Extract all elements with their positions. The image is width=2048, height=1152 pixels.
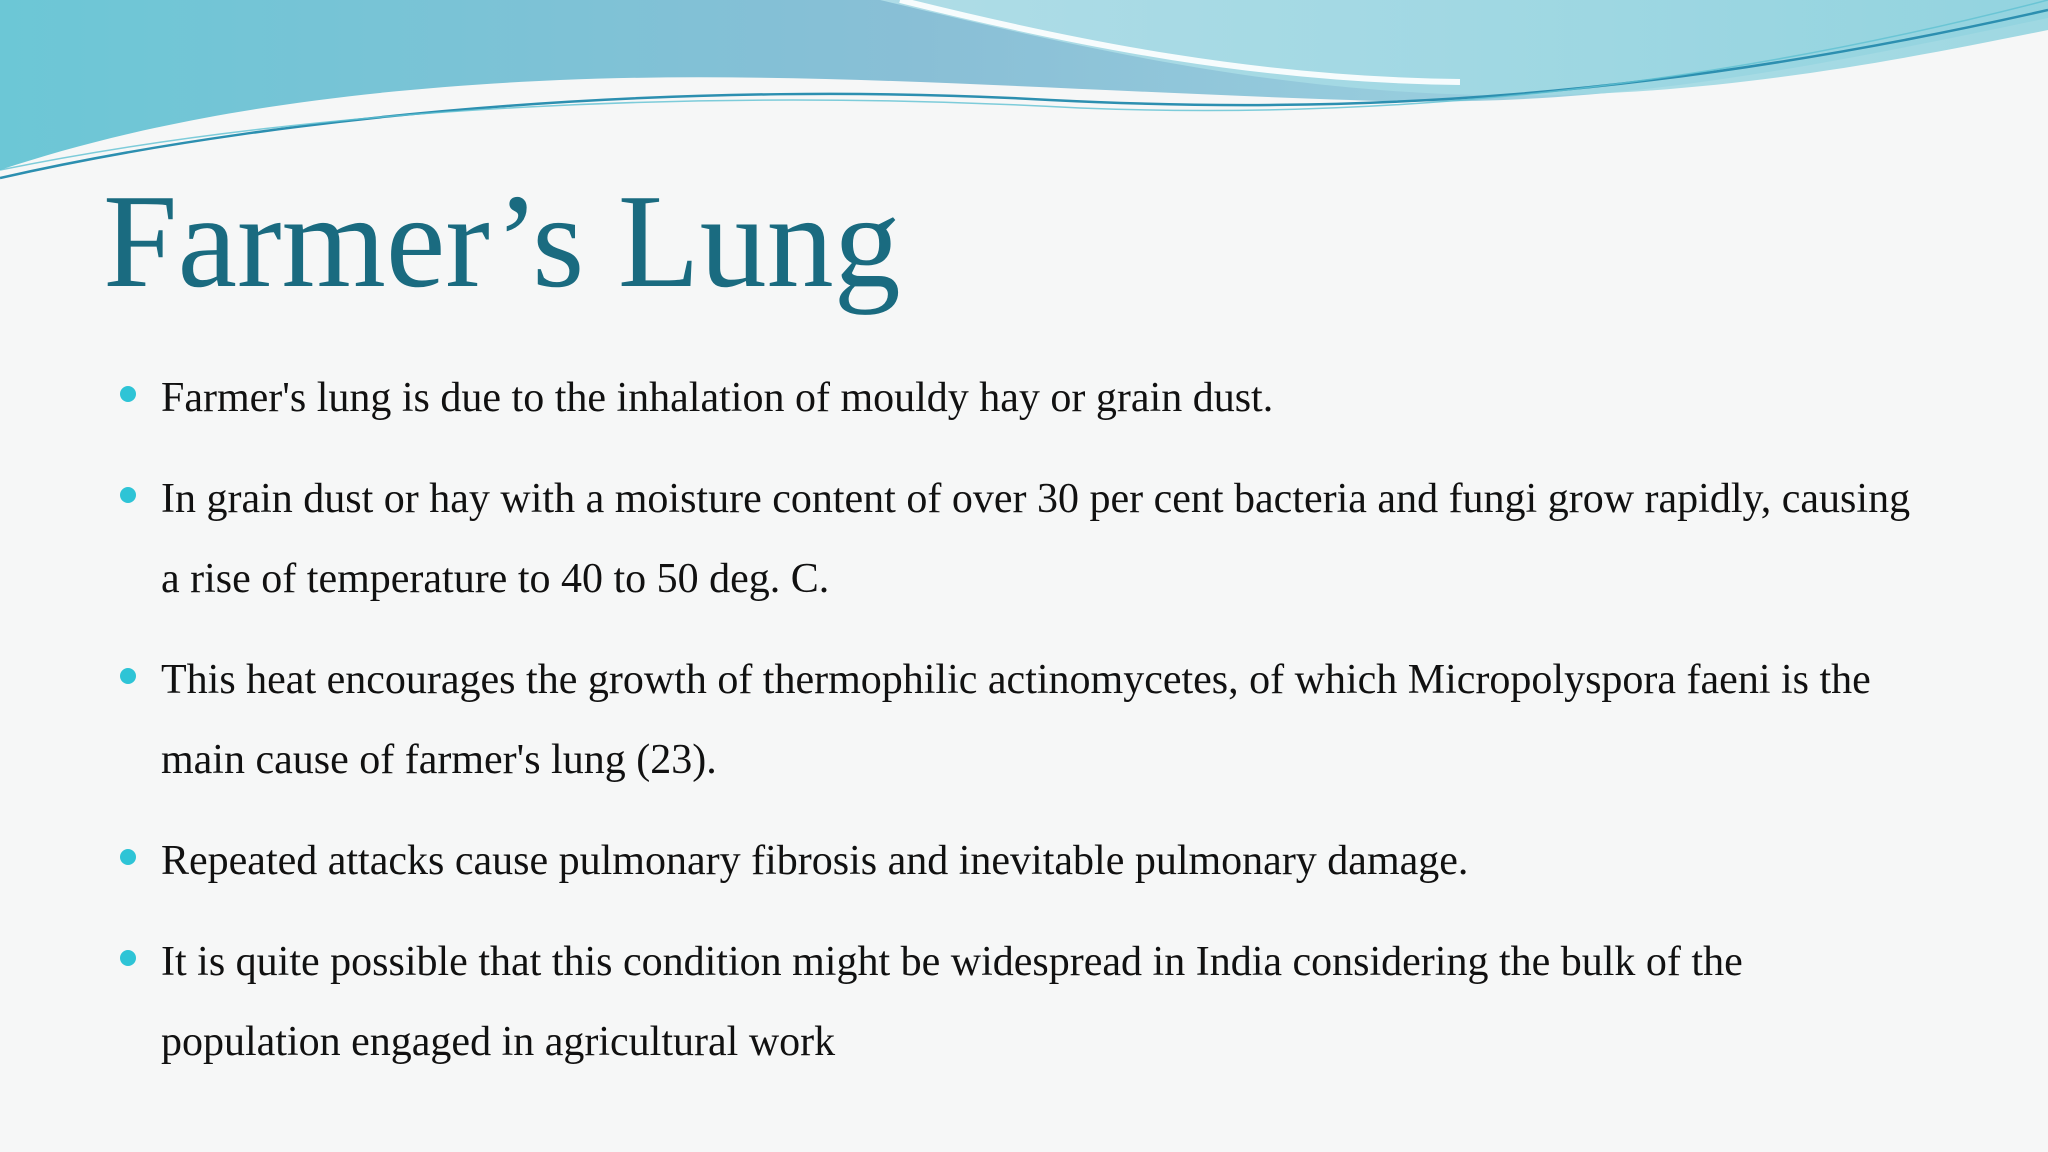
slide-title: Farmer’s Lung <box>103 167 901 315</box>
bullet-item <box>120 821 1920 901</box>
bullet-text: In grain dust or hay with a moisture content of over 30 per cent bacteria and fungi grow rapidly, causing a rise of temperature to 40 to 50 deg. C. <box>161 476 1911 602</box>
bullet-item <box>120 922 1920 1082</box>
bullet-dot-icon <box>120 849 136 865</box>
bullet-list <box>120 358 1920 1103</box>
bullet-item <box>120 640 1920 800</box>
bullet-dot-icon <box>120 487 136 503</box>
bullet-dot-icon <box>120 386 136 402</box>
bullet-dot-icon <box>120 668 136 684</box>
bullet-item <box>120 358 1920 438</box>
bullet-item <box>120 459 1920 619</box>
bullet-text: This heat encourages the growth of thermophilic actinomycetes, of which Micropolyspora faeni is the main cause of farmer's lung (23). <box>161 657 1871 783</box>
bullet-text: Repeated attacks cause pulmonary fibrosis and inevitable pulmonary damage. <box>161 838 1469 884</box>
bullet-dot-icon <box>120 950 136 966</box>
bullet-text: It is quite possible that this condition might be widespread in India considering the bulk of the population engaged in agricultural work <box>161 939 1743 1065</box>
bullet-text: Farmer's lung is due to the inhalation of mouldy hay or grain dust. <box>161 375 1274 421</box>
